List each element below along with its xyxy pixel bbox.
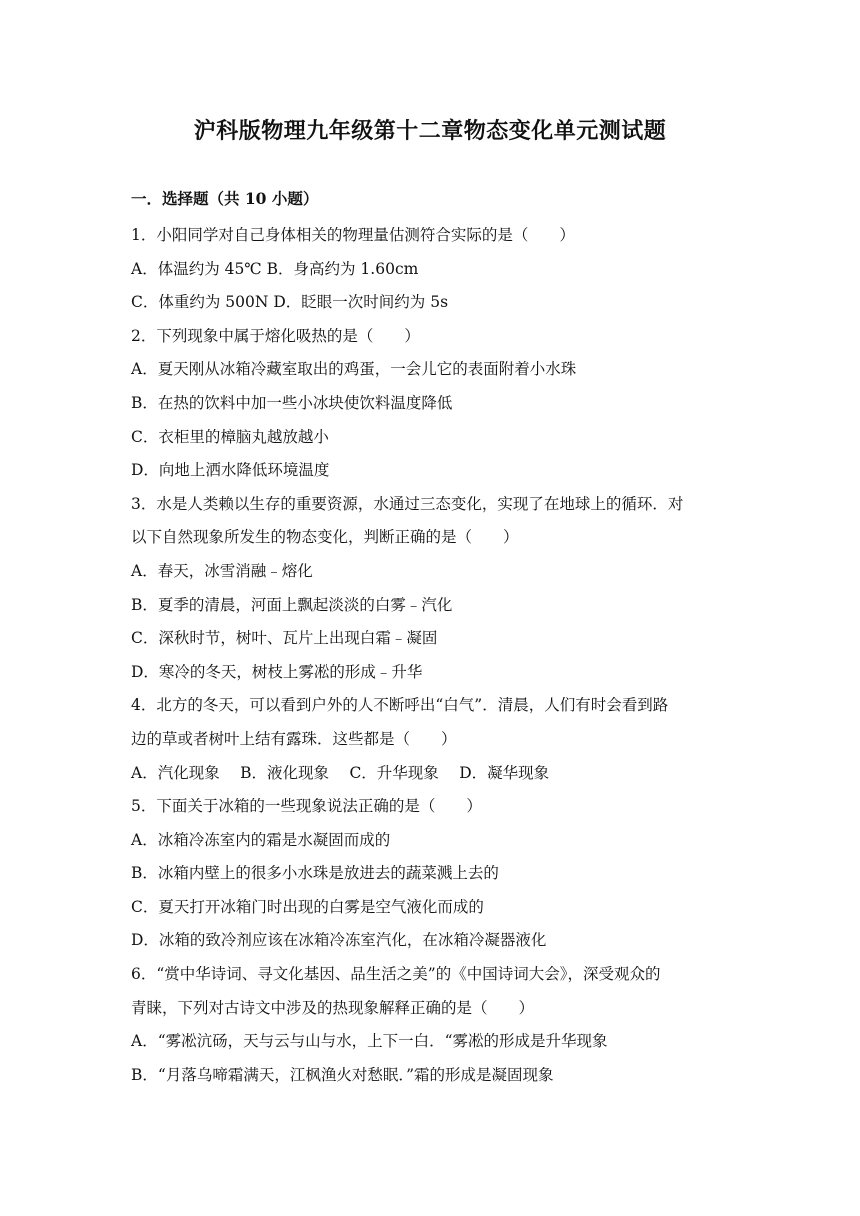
q6-stem-line2: 青睐，下列对古诗文中涉及的热现象解释正确的是（ ） — [131, 998, 535, 1017]
q6-stem-line1: 6．“赏中华诗词、寻文化基因、品生活之美”的《中国诗词大会》，深受观众的 — [131, 965, 661, 984]
q5-stem: 5．下面关于冰箱的一些现象说法正确的是（ ） — [131, 797, 482, 816]
section-heading: 一．选择题（共 10 小题） — [131, 189, 319, 208]
q3-option-c: C．深秋时节，树叶、瓦片上出现白霜﹣凝固 — [131, 629, 438, 648]
q6-option-a: A．“雾凇沆砀，天与云与山与水，上下一白．“雾凇的形成是升华现象 — [131, 1032, 608, 1051]
q1-options-cd: C．体重约为 500N D．眨眼一次时间约为 5s — [131, 293, 449, 312]
q3-option-d: D．寒冷的冬天，树枝上雾凇的形成﹣升华 — [131, 662, 423, 681]
q3-option-a: A．春天，冰雪消融﹣熔化 — [131, 561, 313, 580]
q2-stem: 2．下列现象中属于熔化吸热的是（ ） — [131, 326, 420, 345]
q2-option-c: C．衣柜里的樟脑丸越放越小 — [131, 427, 329, 446]
q5-option-c: C．夏天打开冰箱门时出现的白雾是空气液化而成的 — [131, 897, 484, 916]
q6-option-b: B．“月落乌啼霜满天，江枫渔火对愁眠．”霜的形成是凝固现象 — [131, 1065, 554, 1084]
q1-options-ab: A．体温约为 45℃ B．身高约为 1.60cm — [131, 259, 419, 278]
q3-option-b: B．夏季的清晨，河面上飘起淡淡的白雾﹣汽化 — [131, 595, 453, 614]
q2-option-a: A．夏天刚从冰箱冷藏室取出的鸡蛋，一会儿它的表面附着小水珠 — [131, 360, 577, 379]
q3-stem-line1: 3．水是人类赖以生存的重要资源，水通过三态变化，实现了在地球上的循环．对 — [131, 494, 684, 513]
q5-option-b: B．冰箱内壁上的很多小水珠是放进去的蔬菜溅上去的 — [131, 864, 499, 883]
q4-stem-line2: 边的草或者树叶上结有露珠．这些都是（ ） — [131, 729, 457, 748]
q1-stem: 1．小阳同学对自己身体相关的物理量估测符合实际的是（ ） — [131, 226, 575, 244]
q3-stem-line2: 以下自然现象所发生的物态变化，判断正确的是（ ） — [131, 528, 519, 547]
q5-option-d: D．冰箱的致冷剂应该在冰箱冷冻室汽化，在冰箱冷凝器液化 — [131, 931, 547, 950]
q2-option-b: B．在热的饮料中加一些小冰块使饮料温度降低 — [131, 393, 453, 412]
q4-stem-line1: 4．北方的冬天，可以看到户外的人不断呼出“白气”．清晨，人们有时会看到路 — [131, 696, 669, 715]
question-list — [131, 186, 741, 1092]
q5-option-a: A．冰箱冷冻室内的霜是水凝固而成的 — [131, 830, 391, 849]
page-title: 沪科版物理九年级第十二章物态变化单元测试题 — [193, 118, 667, 144]
q2-option-d: D．向地上洒水降低环境温度 — [131, 461, 330, 480]
q4-options: A．汽化现象 B．液化现象 C．升华现象 D．凝华现象 — [131, 763, 550, 782]
